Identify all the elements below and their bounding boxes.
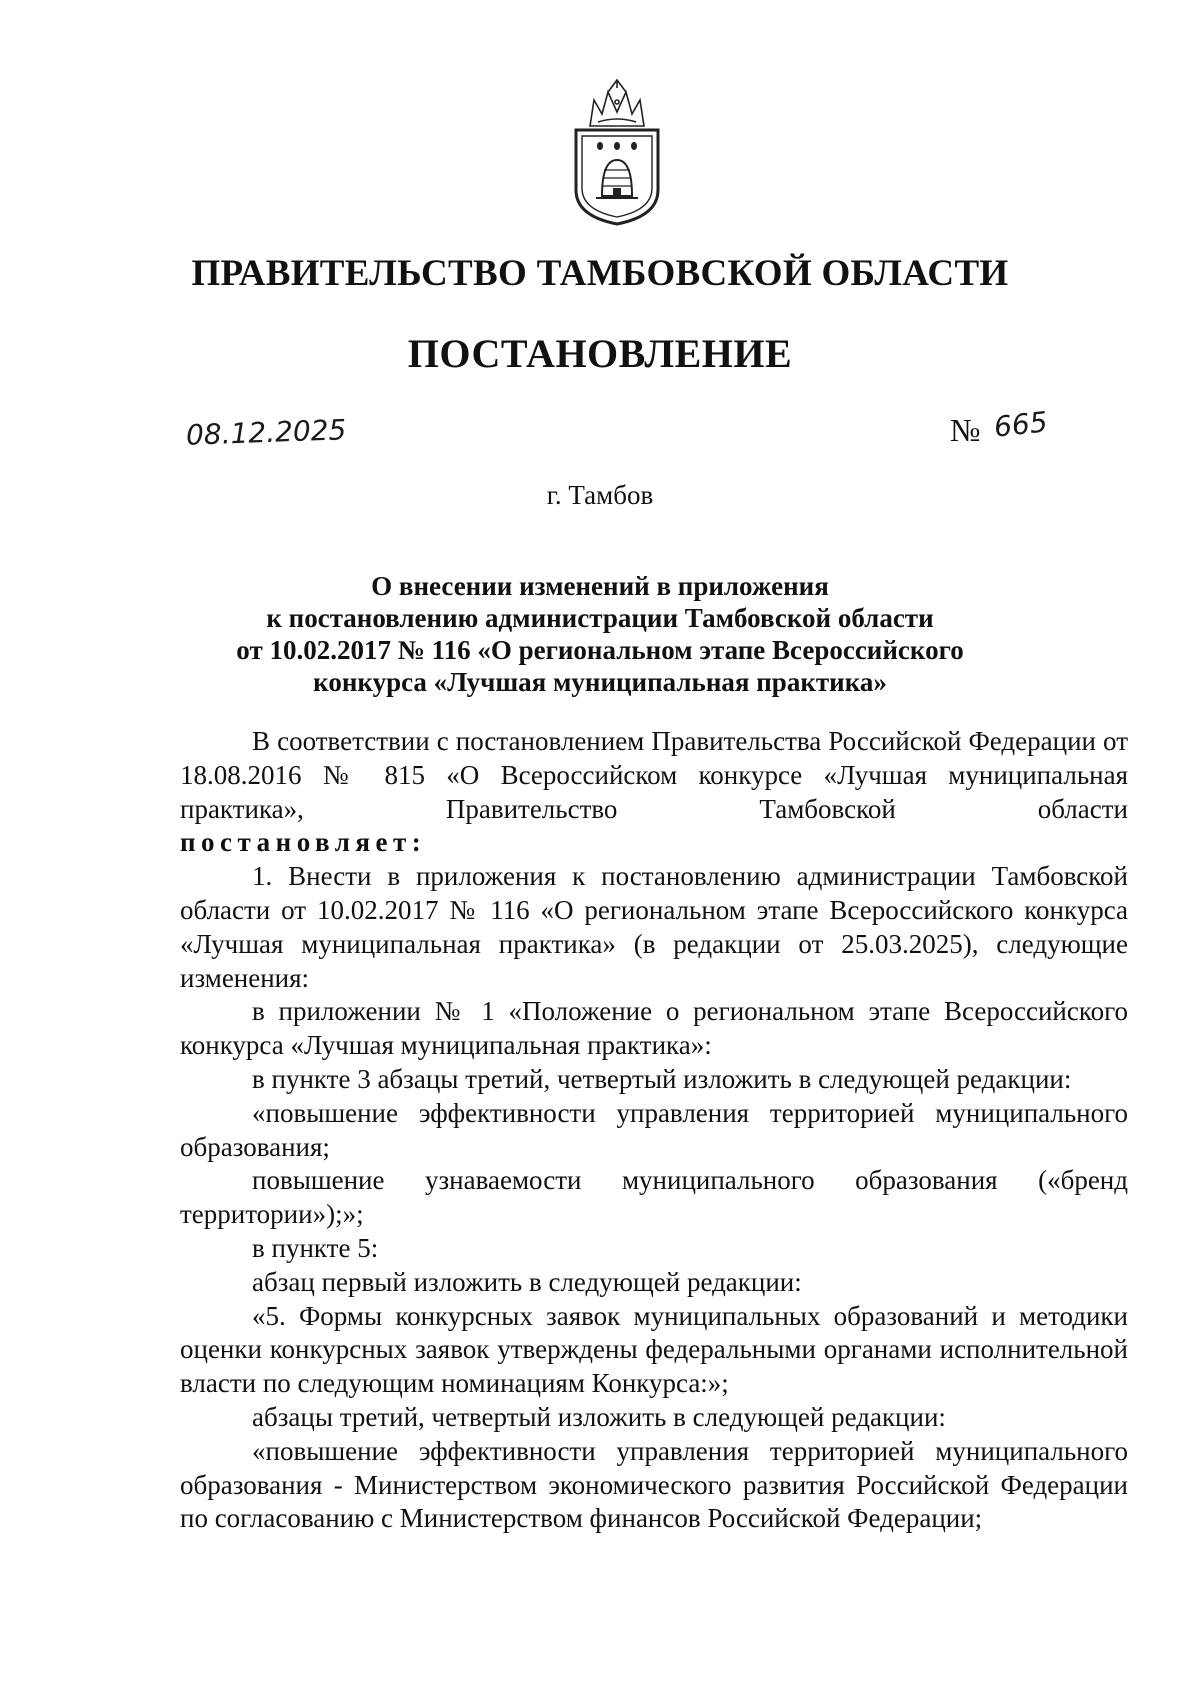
body-paragraph: в пункте 3 абзацы третий, четвертый изложить в следующей редакции: [252, 1063, 1072, 1094]
body-paragraph: «повышение эффективности управления территорией муниципального образования; [180, 1097, 1128, 1162]
intro-paragraph: В соответствии с постановлением Правительства Российской Федерации от 18.08.2016 № 815 «О Всероссийском конкурсе «Лучшая муниципальная практика», Правительство Тамбовской области [180, 726, 1128, 824]
title-line: конкурса «Лучшая муниципальная практика» [313, 667, 887, 697]
document-number: 665 [992, 405, 1050, 444]
body-paragraph: «повышение эффективности управления территорией муниципального образования - Министерством экономического развития Российской Федерации по согласованию с Министерством финансов Российской Федерации; [180, 1435, 1128, 1534]
resolves-word: постановляет: [180, 827, 427, 858]
body-paragraph: абзац первый изложить в следующей редакции: [252, 1266, 802, 1297]
title-line: О внесении изменений в приложения [371, 571, 829, 601]
city: г. Тамбов [546, 480, 654, 510]
organization-name: ПРАВИТЕЛЬСТВО ТАМБОВСКОЙ ОБЛАСТИ [191, 253, 1009, 294]
number-label: № [950, 412, 981, 448]
document-type: ПОСТАНОВЛЕНИЕ [407, 331, 793, 376]
body-paragraph: 1. Внести в приложения к постановлению администрации Тамбовской области от 10.02.2017 № 116 «О региональном этапе Всероссийского конкурса «Лучшая муниципальная практика» (в редакции от 25.03.2025), следующие изменения: [180, 861, 1128, 993]
document-date: 08.12.2025 [185, 413, 347, 452]
document-title [0, 570, 1200, 698]
body-paragraph: в приложении № 1 «Положение о региональном этапе Всероссийского конкурса «Лучшая муниципальная практика»: [180, 996, 1128, 1061]
body-paragraph: повышение узнаваемости муниципального образования («бренд территории»);»; [180, 1165, 1128, 1230]
title-line: к постановлению администрации Тамбовской области [266, 603, 934, 633]
body-paragraph: абзацы третий, четвертый изложить в следующей редакции: [252, 1401, 946, 1432]
body-paragraph: «5. Формы конкурсных заявок муниципальных образований и методики оценки конкурсных заявок утверждены федеральными органами исполнительной власти по следующим номинациям Конкурса:»; [180, 1300, 1128, 1399]
document-body [180, 725, 1128, 1536]
coat-of-arms-icon [562, 78, 672, 228]
body-paragraph: в пункте 5: [252, 1232, 379, 1263]
title-line: от 10.02.2017 № 116 «О региональном этапе Всероссийского [236, 635, 964, 665]
